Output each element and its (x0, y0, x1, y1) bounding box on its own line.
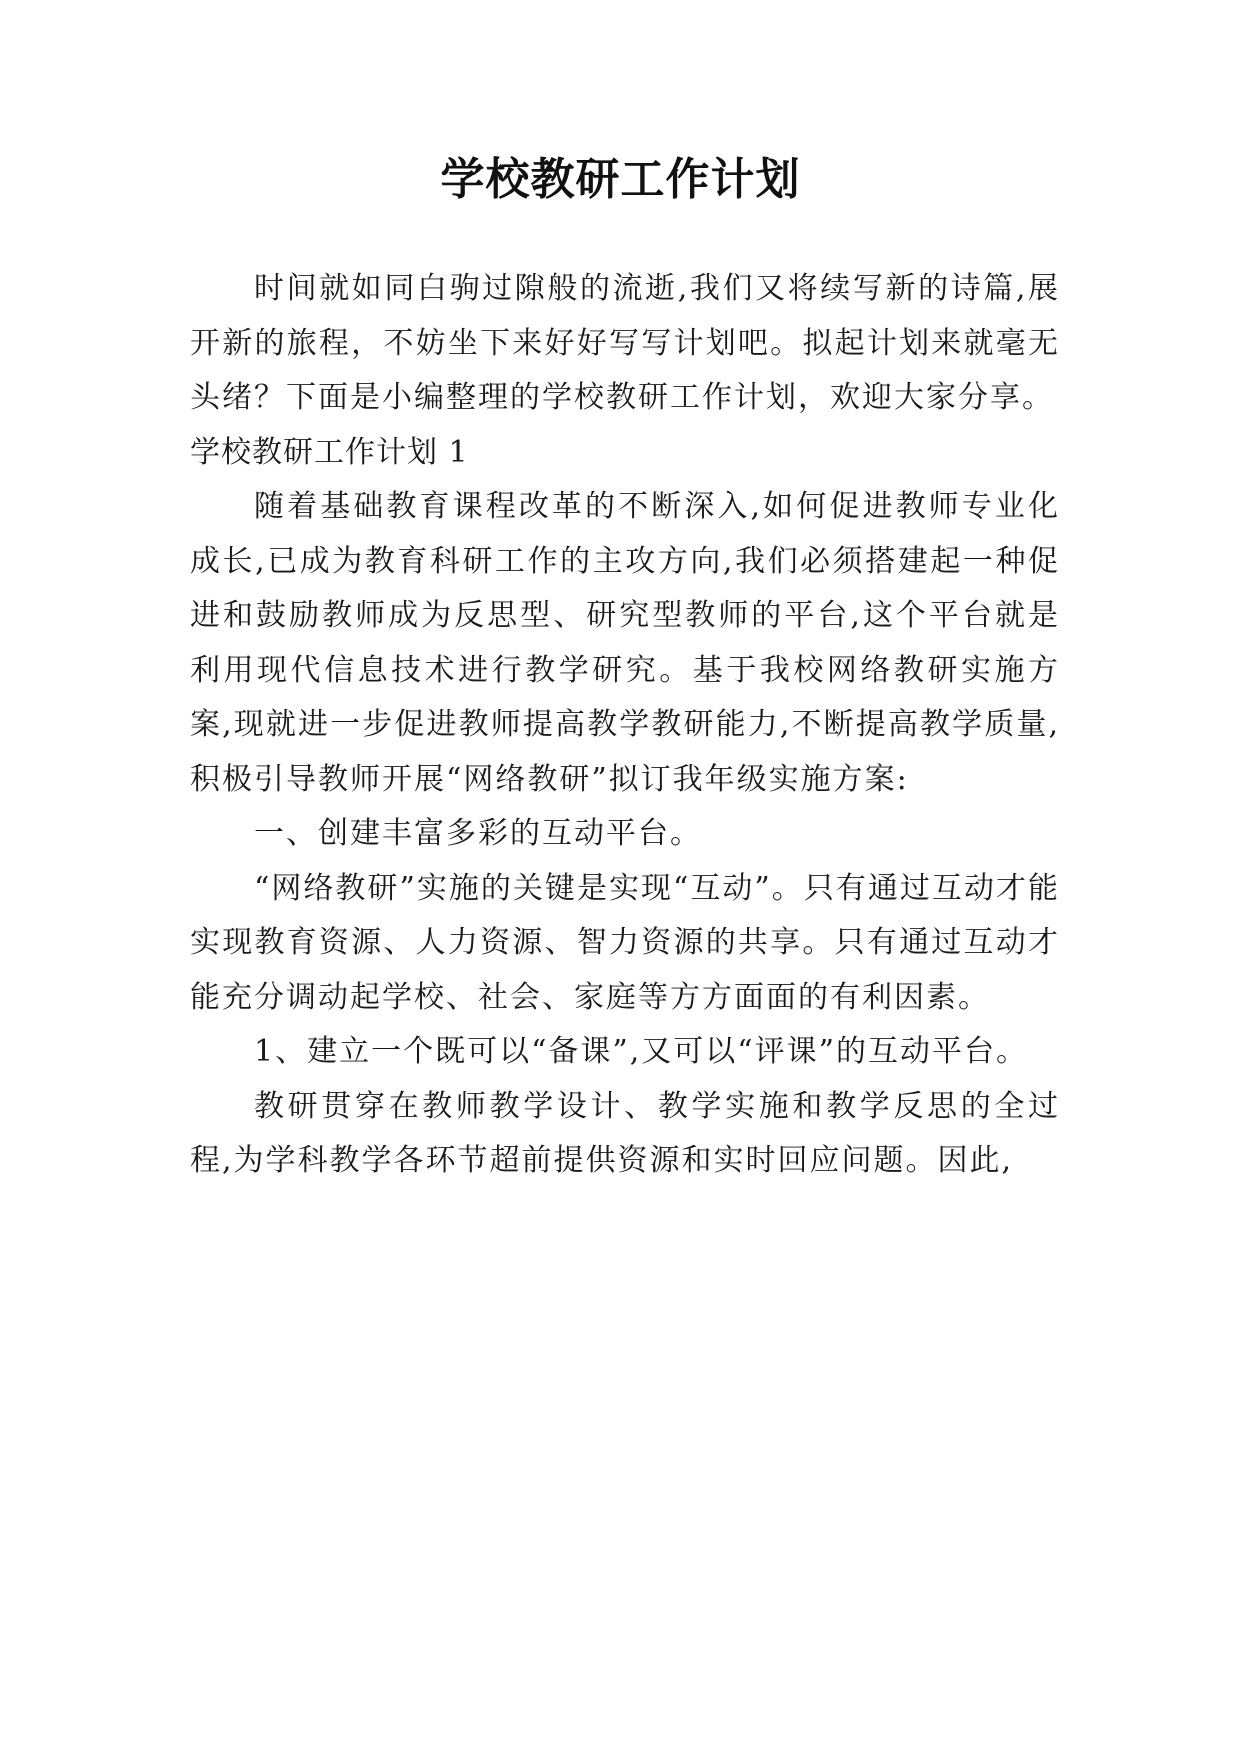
body-paragraph-4: 1、建立一个既可以“备课”,又可以“评课”的互动平台。 (254, 1034, 1028, 1069)
body-paragraph-3: “网络教研”实施的关键是实现“互动”。只有通过互动才能实现教育资源、人力资源、智力资源的共享。只有通过互动才能充分调动起学校、社会、家庭等方方面面的有利因素。 (190, 870, 1060, 1015)
body-paragraph-2: 一、创建丰富多彩的互动平台。 (254, 816, 702, 851)
document-title: 学校教研工作计划 (440, 154, 801, 205)
body-paragraph-5: 教研贯穿在教师教学设计、教学实施和教学反思的全过程,为学科教学各环节超前提供资源和实时回应问题。因此, (190, 1088, 1060, 1178)
body-paragraph-1: 随着基础教育课程改革的不断深入,如何促进教师专业化成长,已成为教育科研工作的主攻方向,我们必须搭建起一种促进和鼓励教师成为反思型、研究型教师的平台,这个平台就是利用现代信息技术进行教学研究。基于我校网络教研实施方案,现就进一步促进教师提高教学教研能力,不断提高教学质量,积极引导教师开展“网络教研”拟订我年级实施方案: (190, 489, 1060, 797)
document-body (190, 262, 1060, 1189)
intro-paragraph: 时间就如同白驹过隙般的流逝,我们又将续写新的诗篇,展开新的旅程，不妨坐下来好好写写计划吧。拟起计划来就毫无头绪？下面是小编整理的学校教研工作计划，欢迎大家分享。 (190, 271, 1060, 415)
section-heading: 学校教研工作计划 1 (190, 434, 469, 470)
